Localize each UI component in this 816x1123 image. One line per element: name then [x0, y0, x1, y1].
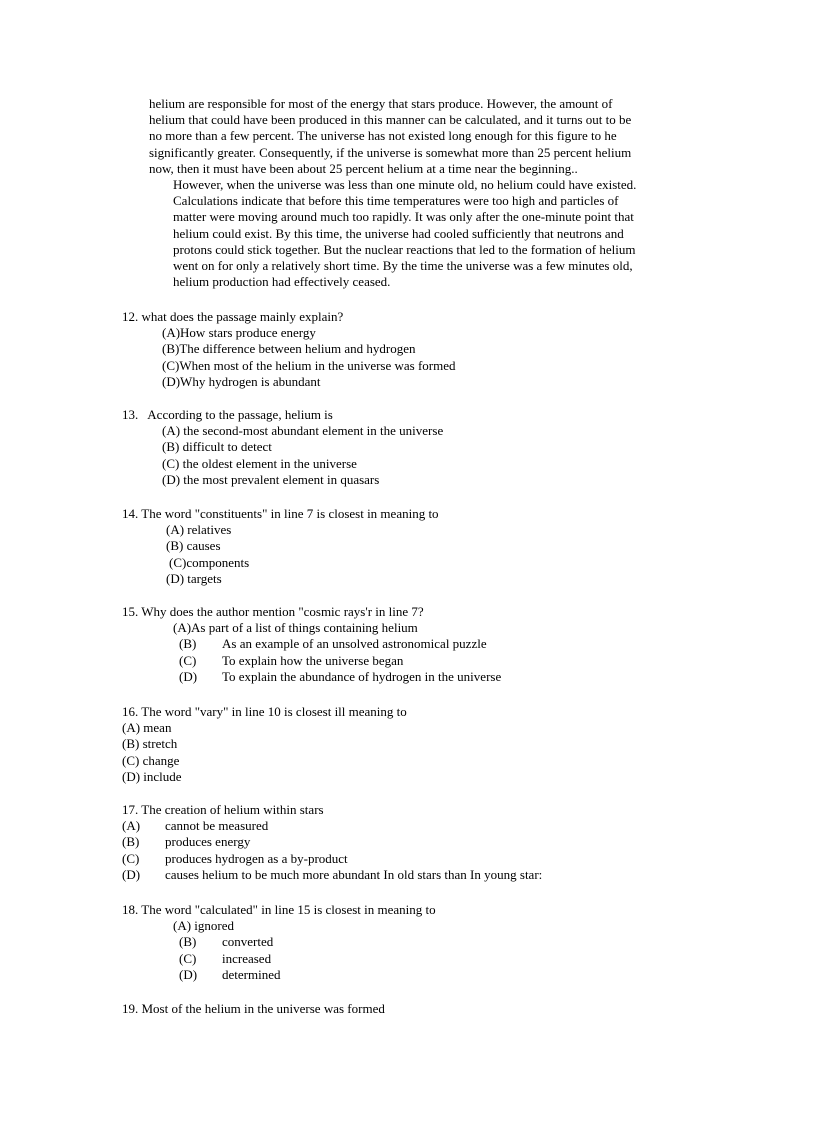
- answer-option: (D)Why hydrogen is abundant: [162, 373, 321, 389]
- passage-line: helium that could have been produced in this manner can be calculated, and it turns out to be: [149, 112, 632, 128]
- answer-option: (A) ignored: [173, 918, 235, 934]
- question-18: [122, 902, 722, 983]
- answer-option: (C) the oldest element in the universe: [162, 455, 357, 471]
- option-text: determined: [222, 966, 281, 982]
- answer-option: [122, 951, 722, 967]
- passage-line: helium are responsible for most of the energy that stars produce. However, the amount of: [149, 96, 613, 111]
- answer-option: (C)components: [169, 554, 250, 570]
- answer-option: [122, 818, 722, 834]
- answer-option: (D) the most prevalent element in quasars: [162, 471, 380, 487]
- passage-line: now, then it must have been about 25 percent helium at a time near the beginning..: [149, 160, 578, 176]
- option-text: converted: [222, 934, 274, 950]
- option-label: (B): [122, 834, 140, 850]
- answer-option: (B)The difference between helium and hydrogen: [162, 341, 416, 357]
- passage-paragraph-1: [149, 96, 694, 177]
- question-stem: 13. According to the passage, helium is: [122, 407, 333, 422]
- question-stem: 18. The word "calculated" in line 15 is closest in meaning to: [122, 902, 436, 917]
- answer-option: (A)As part of a list of things containing helium: [173, 620, 418, 636]
- answer-option: [122, 934, 722, 950]
- answer-option: [122, 636, 722, 652]
- question-16: [122, 704, 722, 785]
- option-label: (B): [179, 934, 197, 950]
- passage-line: However, when the universe was less than one minute old, no helium could have existed.: [173, 177, 637, 192]
- option-label: (C): [179, 652, 197, 668]
- answer-option: (C)When most of the helium in the universe was formed: [162, 357, 456, 373]
- question-stem: 12. what does the passage mainly explain?: [122, 309, 344, 324]
- option-text: produces hydrogen as a by-product: [165, 850, 348, 866]
- option-label: (C): [179, 950, 197, 966]
- passage-line: helium could exist. By this time, the universe had cooled sufficiently that neutrons and: [173, 225, 624, 241]
- option-text: cannot be measured: [165, 818, 269, 834]
- passage-line: significantly greater. Consequently, if the universe is somewhat more than 25 percent helium: [149, 144, 632, 160]
- option-label: (D): [122, 866, 141, 882]
- question-19: [122, 1001, 722, 1017]
- answer-option: (B) difficult to detect: [162, 439, 272, 455]
- question-12: [122, 309, 722, 390]
- answer-option: (A) mean: [122, 720, 172, 736]
- answer-option: [122, 967, 722, 983]
- question-stem: 16. The word "vary" in line 10 is closest ill meaning to: [122, 704, 407, 719]
- answer-option: (A) the second-most abundant element in the universe: [162, 423, 444, 439]
- question-stem: 15. Why does the author mention "cosmic rays'r in line 7?: [122, 604, 424, 619]
- passage-line: protons could stick together. But the nuclear reactions that led to the formation of helium: [173, 241, 636, 257]
- question-13: [122, 407, 722, 488]
- answer-option: [122, 851, 722, 867]
- option-text: To explain how the universe began: [222, 652, 404, 668]
- passage-line: matter were moving around much too rapidly. It was only after the one-minute point that: [173, 209, 634, 225]
- answer-option: (B) stretch: [122, 736, 178, 752]
- answer-option: (B) causes: [166, 538, 221, 554]
- passage-line: no more than a few percent. The universe has not existed long enough for this figure to he: [149, 128, 617, 144]
- answer-option: (A) relatives: [166, 522, 232, 538]
- option-label: (A): [122, 818, 141, 834]
- question-stem: 17. The creation of helium within stars: [122, 802, 324, 817]
- passage-line: Calculations indicate that before this time temperatures were too high and particles of: [173, 193, 619, 209]
- option-label: (B): [179, 636, 197, 652]
- option-text: As an example of an unsolved astronomical puzzle: [222, 636, 487, 652]
- passage-paragraph-2: [173, 177, 698, 290]
- question-17: [122, 802, 722, 883]
- answer-option: [122, 867, 722, 883]
- answer-option: [122, 653, 722, 669]
- answer-option: (C) change: [122, 752, 180, 768]
- answer-option: (D) include: [122, 768, 182, 784]
- question-14: [122, 506, 722, 587]
- option-text: To explain the abundance of hydrogen in the universe: [222, 668, 502, 684]
- option-text: increased: [222, 950, 272, 966]
- question-stem: 14. The word "constituents" in line 7 is closest in meaning to: [122, 506, 439, 521]
- option-text: causes helium to be much more abundant In old stars than In young star:: [165, 866, 543, 882]
- answer-option: (A)How stars produce energy: [162, 325, 316, 341]
- passage-line: went on for only a relatively short time. By the time the universe was a few minutes old,: [173, 258, 633, 274]
- answer-option: (D) targets: [166, 570, 222, 586]
- option-label: (C): [122, 850, 140, 866]
- question-stem: 19. Most of the helium in the universe was formed: [122, 1001, 385, 1016]
- passage-line: helium production had effectively ceased.: [173, 274, 391, 290]
- answer-option: [122, 669, 722, 685]
- option-label: (D): [179, 668, 198, 684]
- option-label: (D): [179, 966, 198, 982]
- answer-option: [122, 834, 722, 850]
- question-15: [122, 604, 722, 685]
- option-text: produces energy: [165, 834, 251, 850]
